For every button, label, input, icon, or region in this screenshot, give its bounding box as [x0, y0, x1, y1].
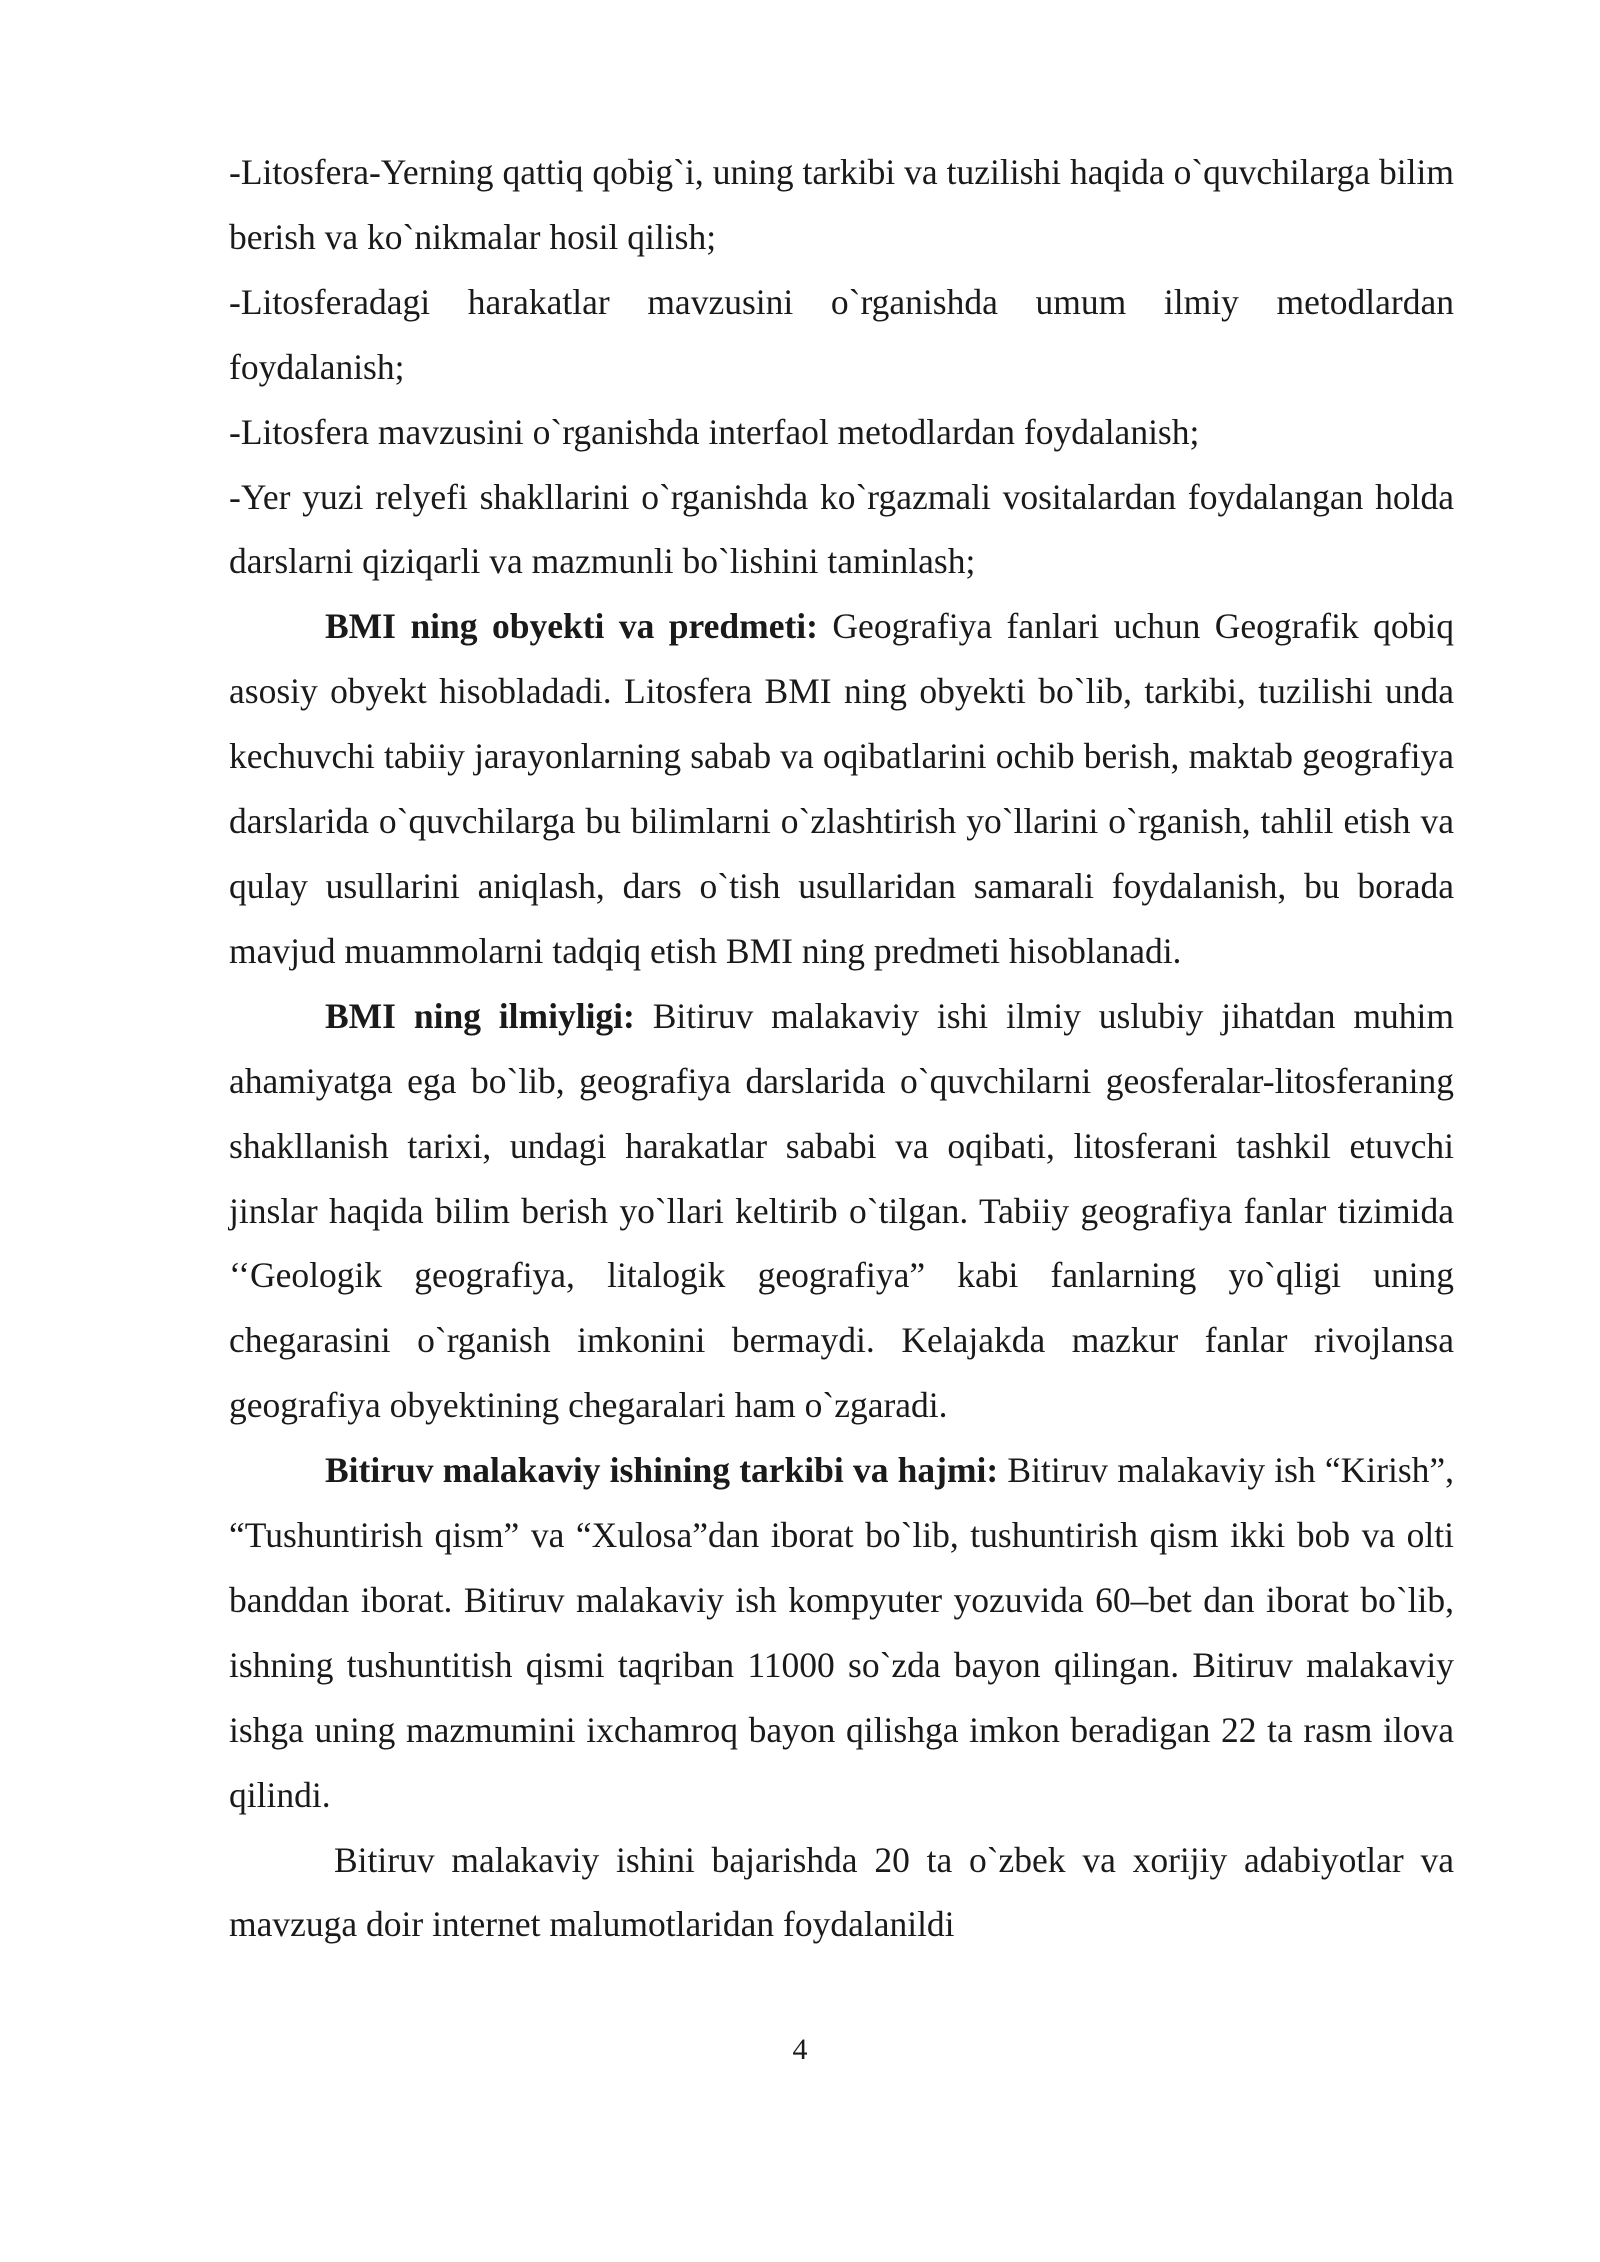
literature-paragraph: Bitiruv malakaviy ishini bajarishda 20 ta o`zbek va xorijiy adabiyotlar va mavzuga doir internet malumotlaridan foydalanildi: [229, 1839, 1454, 1945]
objective-item-2: -Litosferadagi harakatlar mavzusini o`rganishda umum ilmiy metodlardan foydalanish;: [229, 281, 1454, 387]
objective-item-3: -Litosfera mavzusini o`rganishda interfaol metodlardan foydalanish;: [229, 411, 1200, 452]
page-body: [229, 140, 1454, 1957]
scientific-heading: BMI ning ilmiyligi:: [325, 995, 635, 1036]
structure-heading: Bitiruv malakaviy ishining tarkibi va hajmi:: [325, 1450, 999, 1491]
structure-text: Bitiruv malakaviy ish “Kirish”, “Tushuntirish qism” va “Xulosa”dan iborat bo`lib, tushuntirish qism ikki bob va olti banddan iborat. Bitiruv malakaviy ish kompyuter yozuvida 60–bet dan iborat bo`lib, ishning tushuntitish qismi taqriban 11000 so`zda bayon qilingan. Bitiruv malakaviy ishga uning mazmumini ixchamroq bayon qilishga imkon beradigan 22 ta rasm ilova qilindi.: [229, 1450, 1455, 1815]
scientific-text: Bitiruv malakaviy ishi ilmiy uslubiy jihatdan muhim ahamiyatga ega bo`lib, geografiya darslarida o`quvchilarni geosferalar-litosferaning shakllanish tarixi, undagi harakatlar sababi va oqibati, litosferani tashkil etuvchi jinslar haqida bilim berish yo`llari keltirib o`tilgan. Tabiiy geografiya fanlar tizimida ‘‘Geologik geografiya, litalogik geografiya” kabi fanlarning yo`qligi uning chegarasini o`rganish imkonini bermaydi. Kelajakda mazkur fanlar rivojlansa geografiya obyektining chegaralari ham o`zgaradi.: [229, 995, 1454, 1426]
object-subject-heading: BMI ning obyekti va predmeti:: [325, 606, 818, 647]
object-subject-paragraph: [229, 594, 1454, 983]
objective-item-1: -Litosfera-Yerning qattiq qobig`i, uning tarkibi va tuzilishi haqida o`quvchilarga bilim berish va ko`nikmalar hosil qilish;: [229, 152, 1454, 257]
structure-paragraph: [229, 1438, 1454, 1827]
objective-item-4: -Yer yuzi relyefi shakllarini o`rganishda ko`rgazmali vositalardan foydalangan holda darslarni qiziqarli va mazmunli bo`lishini taminlash;: [229, 476, 1454, 582]
page-number: 4: [792, 2033, 808, 2066]
scientific-paragraph: [229, 984, 1454, 1438]
object-subject-text: Geografiya fanlari uchun Geografik qobiq asosiy obyekt hisobladadi. Litosfera BMI ning obyekti bo`lib, tarkibi, tuzilishi unda kechuvchi tabiiy jarayonlarning sabab va oqibatlarini ochib berish, maktab geografiya darslarida o`quvchilarga bu bilimlarni o`zlashtirish yo`llarini o`rganish, tahlil etish va qulay usullarini aniqlash, dars o`tish usullaridan samarali foydalanish, bu borada mavjud muammolarni tadqiq etish BMI ning predmeti hisoblanadi.: [229, 606, 1454, 971]
